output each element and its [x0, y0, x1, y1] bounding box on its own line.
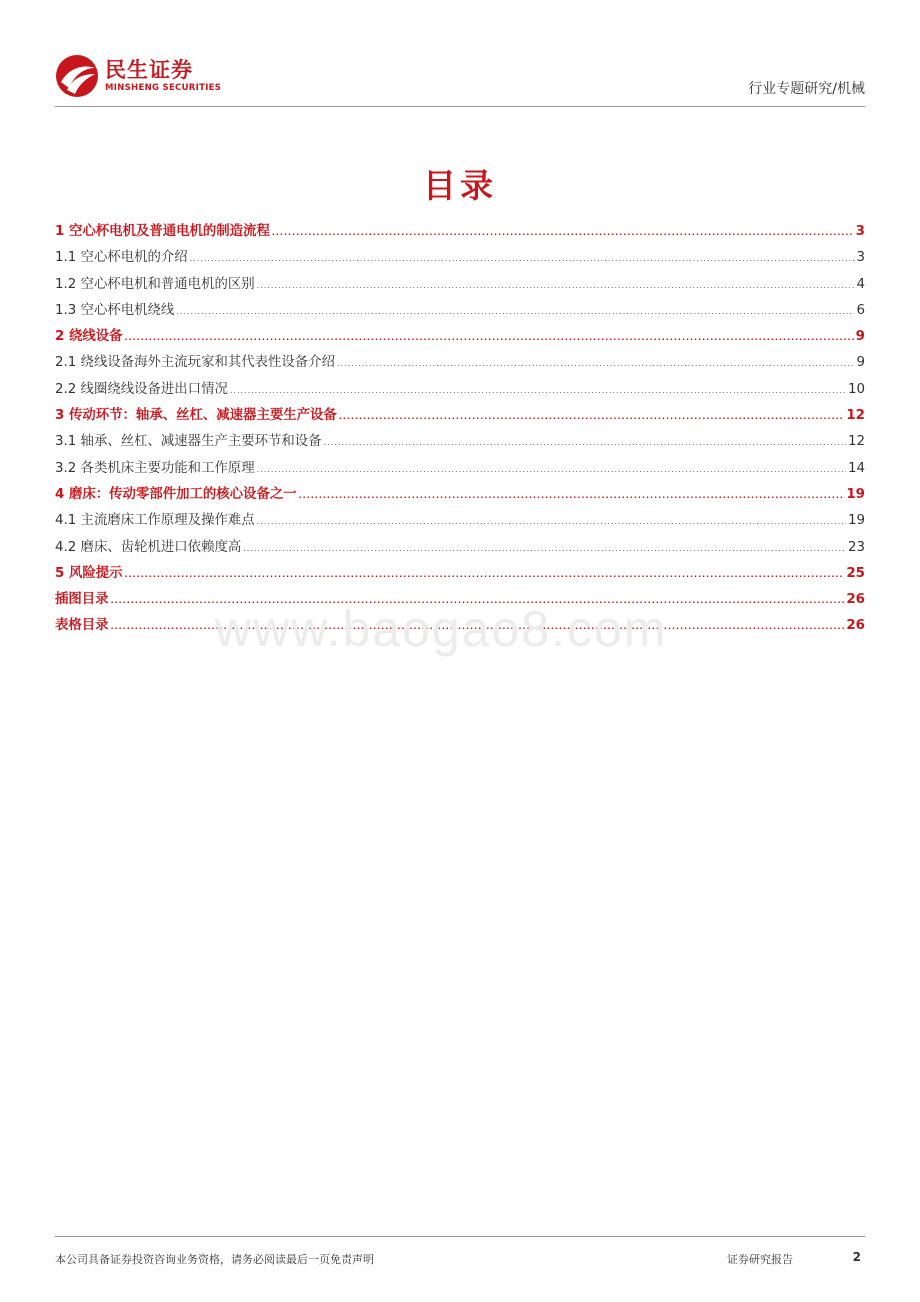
toc-entry-page: 19: [846, 486, 865, 502]
toc-dot-leader: [230, 386, 846, 395]
toc-dot-leader: [299, 491, 845, 500]
toc-entry[interactable]: [55, 273, 865, 299]
toc-dot-leader: [125, 570, 845, 579]
table-of-contents: [55, 220, 865, 641]
toc-entry[interactable]: [55, 404, 865, 430]
page-header: [55, 50, 865, 107]
toc-entry[interactable]: [55, 562, 865, 588]
toc-dot-leader: [272, 228, 854, 237]
toc-entry-label: 3.1 轴承、丝杠、减速器生产主要环节和设备: [55, 434, 322, 450]
company-logo: [55, 54, 221, 98]
toc-entry-label: 4.2 磨床、齿轮机进口依赖度高: [55, 539, 242, 555]
page-footer: [55, 1236, 865, 1266]
toc-entry-page: 3: [856, 250, 865, 266]
toc-entry-page: 10: [847, 381, 865, 397]
toc-dot-leader: [190, 254, 855, 263]
toc-entry-label: 2.2 线圈绕线设备进出口情况: [55, 381, 228, 397]
toc-entry[interactable]: [55, 246, 865, 272]
toc-dot-leader: [176, 307, 854, 316]
toc-entry-page: 6: [856, 302, 865, 318]
footer-doc-type: 证券研究报告: [727, 1253, 793, 1266]
toc-entry-label: 1.1 空心杯电机的介绍: [55, 250, 188, 266]
toc-entry[interactable]: [55, 536, 865, 562]
toc-entry-label: 4.1 主流磨床工作原理及操作难点: [55, 513, 255, 529]
minsheng-logo-icon: [55, 54, 99, 98]
toc-entry-page: 12: [846, 408, 865, 424]
toc-entry-page: 9: [856, 355, 865, 371]
page-number: 2: [852, 1250, 861, 1264]
toc-entry[interactable]: [55, 220, 865, 246]
toc-entry-label: 1.3 空心杯电机绕线: [55, 302, 175, 318]
toc-entry-label: 3.2 各类机床主要功能和工作原理: [55, 460, 255, 476]
toc-entry[interactable]: [55, 299, 865, 325]
toc-dot-leader: [257, 465, 846, 474]
toc-entry-page: 26: [846, 618, 865, 634]
toc-dot-leader: [125, 333, 854, 342]
toc-entry[interactable]: [55, 351, 865, 377]
toc-entry-label: 5 风险提示: [55, 565, 123, 581]
toc-entry-page: 26: [846, 592, 865, 608]
toc-entry-label: 表格目录: [55, 618, 109, 634]
toc-entry[interactable]: [55, 430, 865, 456]
toc-entry-page: 25: [846, 565, 865, 581]
toc-entry-page: 9: [855, 329, 865, 345]
toc-entry[interactable]: [55, 378, 865, 404]
toc-entry-page: 4: [856, 276, 865, 292]
report-category: 行业专题研究/机械: [748, 81, 865, 97]
toc-dot-leader: [257, 281, 855, 290]
toc-entry-page: 19: [847, 513, 865, 529]
toc-entry-page: 12: [847, 434, 865, 450]
toc-entry-label: 2.1 绕线设备海外主流玩家和其代表性设备介绍: [55, 355, 335, 371]
toc-entry-label: 4 磨床：传动零部件加工的核心设备之一: [55, 486, 297, 502]
toc-entry[interactable]: [55, 457, 865, 483]
toc-dot-leader: [257, 517, 846, 526]
toc-entry-label: 2 绕线设备: [55, 329, 123, 345]
toc-entry-page: 14: [847, 460, 865, 476]
footer-disclaimer: 本公司具备证券投资咨询业务资格，请务必阅读最后一页免责声明: [55, 1253, 374, 1266]
toc-entry-label: 3 传动环节：轴承、丝杠、减速器主要生产设备: [55, 408, 337, 424]
toc-entry[interactable]: [55, 325, 865, 351]
page-title: 目录: [423, 166, 497, 205]
logo-english-name: MINSHENG SECURITIES: [105, 83, 222, 93]
toc-dot-leader: [339, 412, 845, 421]
toc-entry-page: 3: [855, 224, 865, 239]
toc-dot-leader: [243, 544, 846, 553]
toc-entry[interactable]: [55, 509, 865, 535]
toc-dot-leader: [337, 359, 854, 368]
toc-dot-leader: [324, 438, 846, 447]
toc-entry[interactable]: [55, 483, 865, 509]
toc-entry-page: 23: [847, 539, 865, 555]
toc-entry-label: 插图目录: [55, 592, 109, 608]
logo-chinese-name: 民生证券: [105, 58, 193, 82]
toc-entry-label: 1 空心杯电机及普通电机的制造流程: [55, 224, 270, 239]
watermark: www.baogao8.com: [215, 601, 668, 657]
toc-entry-label: 1.2 空心杯电机和普通电机的区别: [55, 276, 255, 292]
